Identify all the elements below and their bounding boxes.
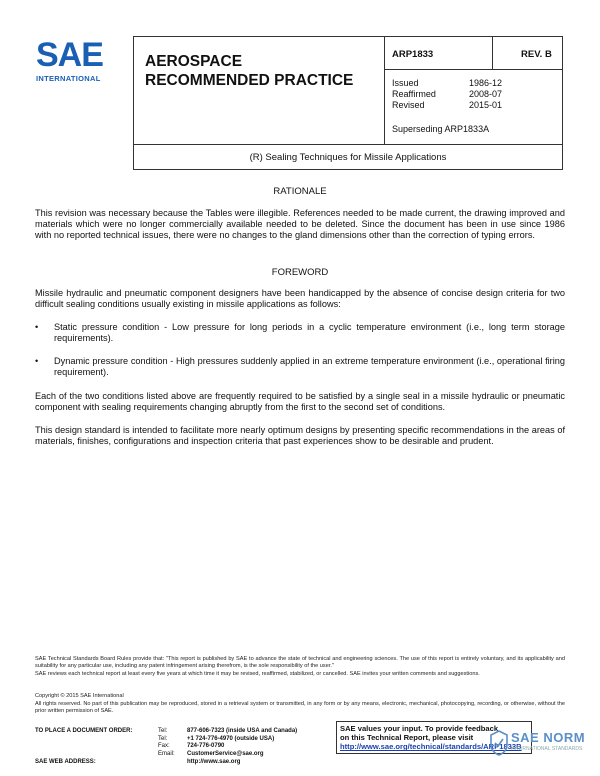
feedback-link[interactable]: http://www.sae.org/technical/standards/ARP1833B <box>340 742 522 752</box>
doc-number: ARP1833 <box>392 49 434 60</box>
document-title: (R) Sealing Techniques for Missile Applications <box>249 152 447 163</box>
revised-date: 2015-01 <box>468 100 502 110</box>
reaffirmed-date: 2008-07 <box>468 89 502 99</box>
watermark-text: SAE NORM <box>511 730 586 745</box>
board-rules-text: SAE Technical Standards Board Rules provide that: "This report is published by SAE to advance the state of technical and engineering sciences. The use of this report is entirely voluntary, and its applicability and suitability for any particular use, including any patent infringement arising therefrom, is the sole responsibility of the user." <box>35 656 565 669</box>
watermark-icon <box>489 730 509 756</box>
foreword-heading: FOREWORD <box>271 267 329 278</box>
tel2-label: Tel: <box>158 735 168 742</box>
header-divider <box>133 144 563 145</box>
watermark <box>489 730 589 764</box>
foreword-paragraph: Missile hydraulic and pneumatic component designers have been handicapped by the absence of concise design criteria for two difficult sealing conditions usually existing in missile applications as follows: <box>35 288 565 310</box>
conditions-paragraph: Each of the two conditions listed above are frequently required to be satisfied by a single seal in a missile hydraulic or pneumatic component with sealing requirements changing abruptly from the first to the second set of conditions. <box>35 391 565 413</box>
rationale-heading: RATIONALE <box>273 186 327 197</box>
feedback-line-2: on this Technical Report, please visit <box>340 733 474 743</box>
design-standard-paragraph: This design standard is intended to facilitate more nearly optimum designs by presenting specific recommendations in the areas of materials, finishes, configurations and inspection criteria that past experiences show to be desirable and prudent. <box>35 425 565 447</box>
logo-brand: SAE <box>36 36 103 74</box>
watermark-subtext: INTERNATIONAL STANDARDS <box>511 746 583 752</box>
order-label: TO PLACE A DOCUMENT ORDER: <box>35 728 133 734</box>
review-text: SAE reviews each technical report at least every five years at which time it may be revised, reaffirmed, stabilized, or cancelled. SAE invites your written comments and suggestions. <box>35 671 480 677</box>
fax-label: Fax: <box>158 743 170 750</box>
tel2-value: +1 724-776-4970 (outside USA) <box>187 735 275 742</box>
sae-logo <box>36 38 116 84</box>
superseding-note: Superseding ARP1833A <box>392 124 490 134</box>
rationale-paragraph: This revision was necessary because the Tables were illegible. References needed to be made current, the drawing improved and materials which were no longer commercially available needed to be deleted. Since the document has been in use since 1986 with no reported technical issues, there were no changes to the gland dimensions other than the correction of typing errors. <box>35 208 565 241</box>
fax-value: 724-776-0790 <box>187 743 225 750</box>
issued-label: Issued <box>392 78 419 88</box>
web-link[interactable]: http://www.sae.org <box>187 759 241 765</box>
bullet-text: Dynamic pressure condition - High pressures suddenly applied in an extreme temperature environment (i.e., operational firing requirement). <box>54 356 565 378</box>
email-label: Email: <box>158 750 175 757</box>
tel-value: 877-606-7323 (inside USA and Canada) <box>187 728 298 734</box>
tel-label: Tel: <box>158 728 168 734</box>
email-value[interactable]: CustomerService@sae.org <box>187 750 264 757</box>
copyright-text: Copyright © 2015 SAE International <box>35 693 124 699</box>
reaffirmed-label: Reaffirmed <box>392 89 436 99</box>
bullet-icon: • <box>35 356 39 366</box>
revision-label: REV. B <box>521 49 552 60</box>
rights-text: All rights reserved. No part of this publication may be reproduced, stored in a retrieval system or transmitted, in any form or by any means, electronic, mechanical, photocopying, recording, or otherwise, without the prior written permission of SAE. <box>35 701 565 714</box>
revised-label: Revised <box>392 100 425 110</box>
title-line-2: RECOMMENDED PRACTICE <box>145 72 354 89</box>
web-label: SAE WEB ADDRESS: <box>35 759 96 765</box>
logo-subtitle: INTERNATIONAL <box>36 74 101 83</box>
bullet-icon: • <box>35 322 39 332</box>
feedback-line-1: SAE values your input. To provide feedback <box>340 724 499 733</box>
document-type-title <box>145 52 353 90</box>
issued-date: 1986-12 <box>468 78 502 88</box>
date-block <box>392 78 502 111</box>
bullet-text: Static pressure condition - Low pressure for long periods in a cyclic temperature environment (i.e., long term storage requirements). <box>54 322 565 344</box>
title-line-1: AEROSPACE <box>145 53 243 70</box>
